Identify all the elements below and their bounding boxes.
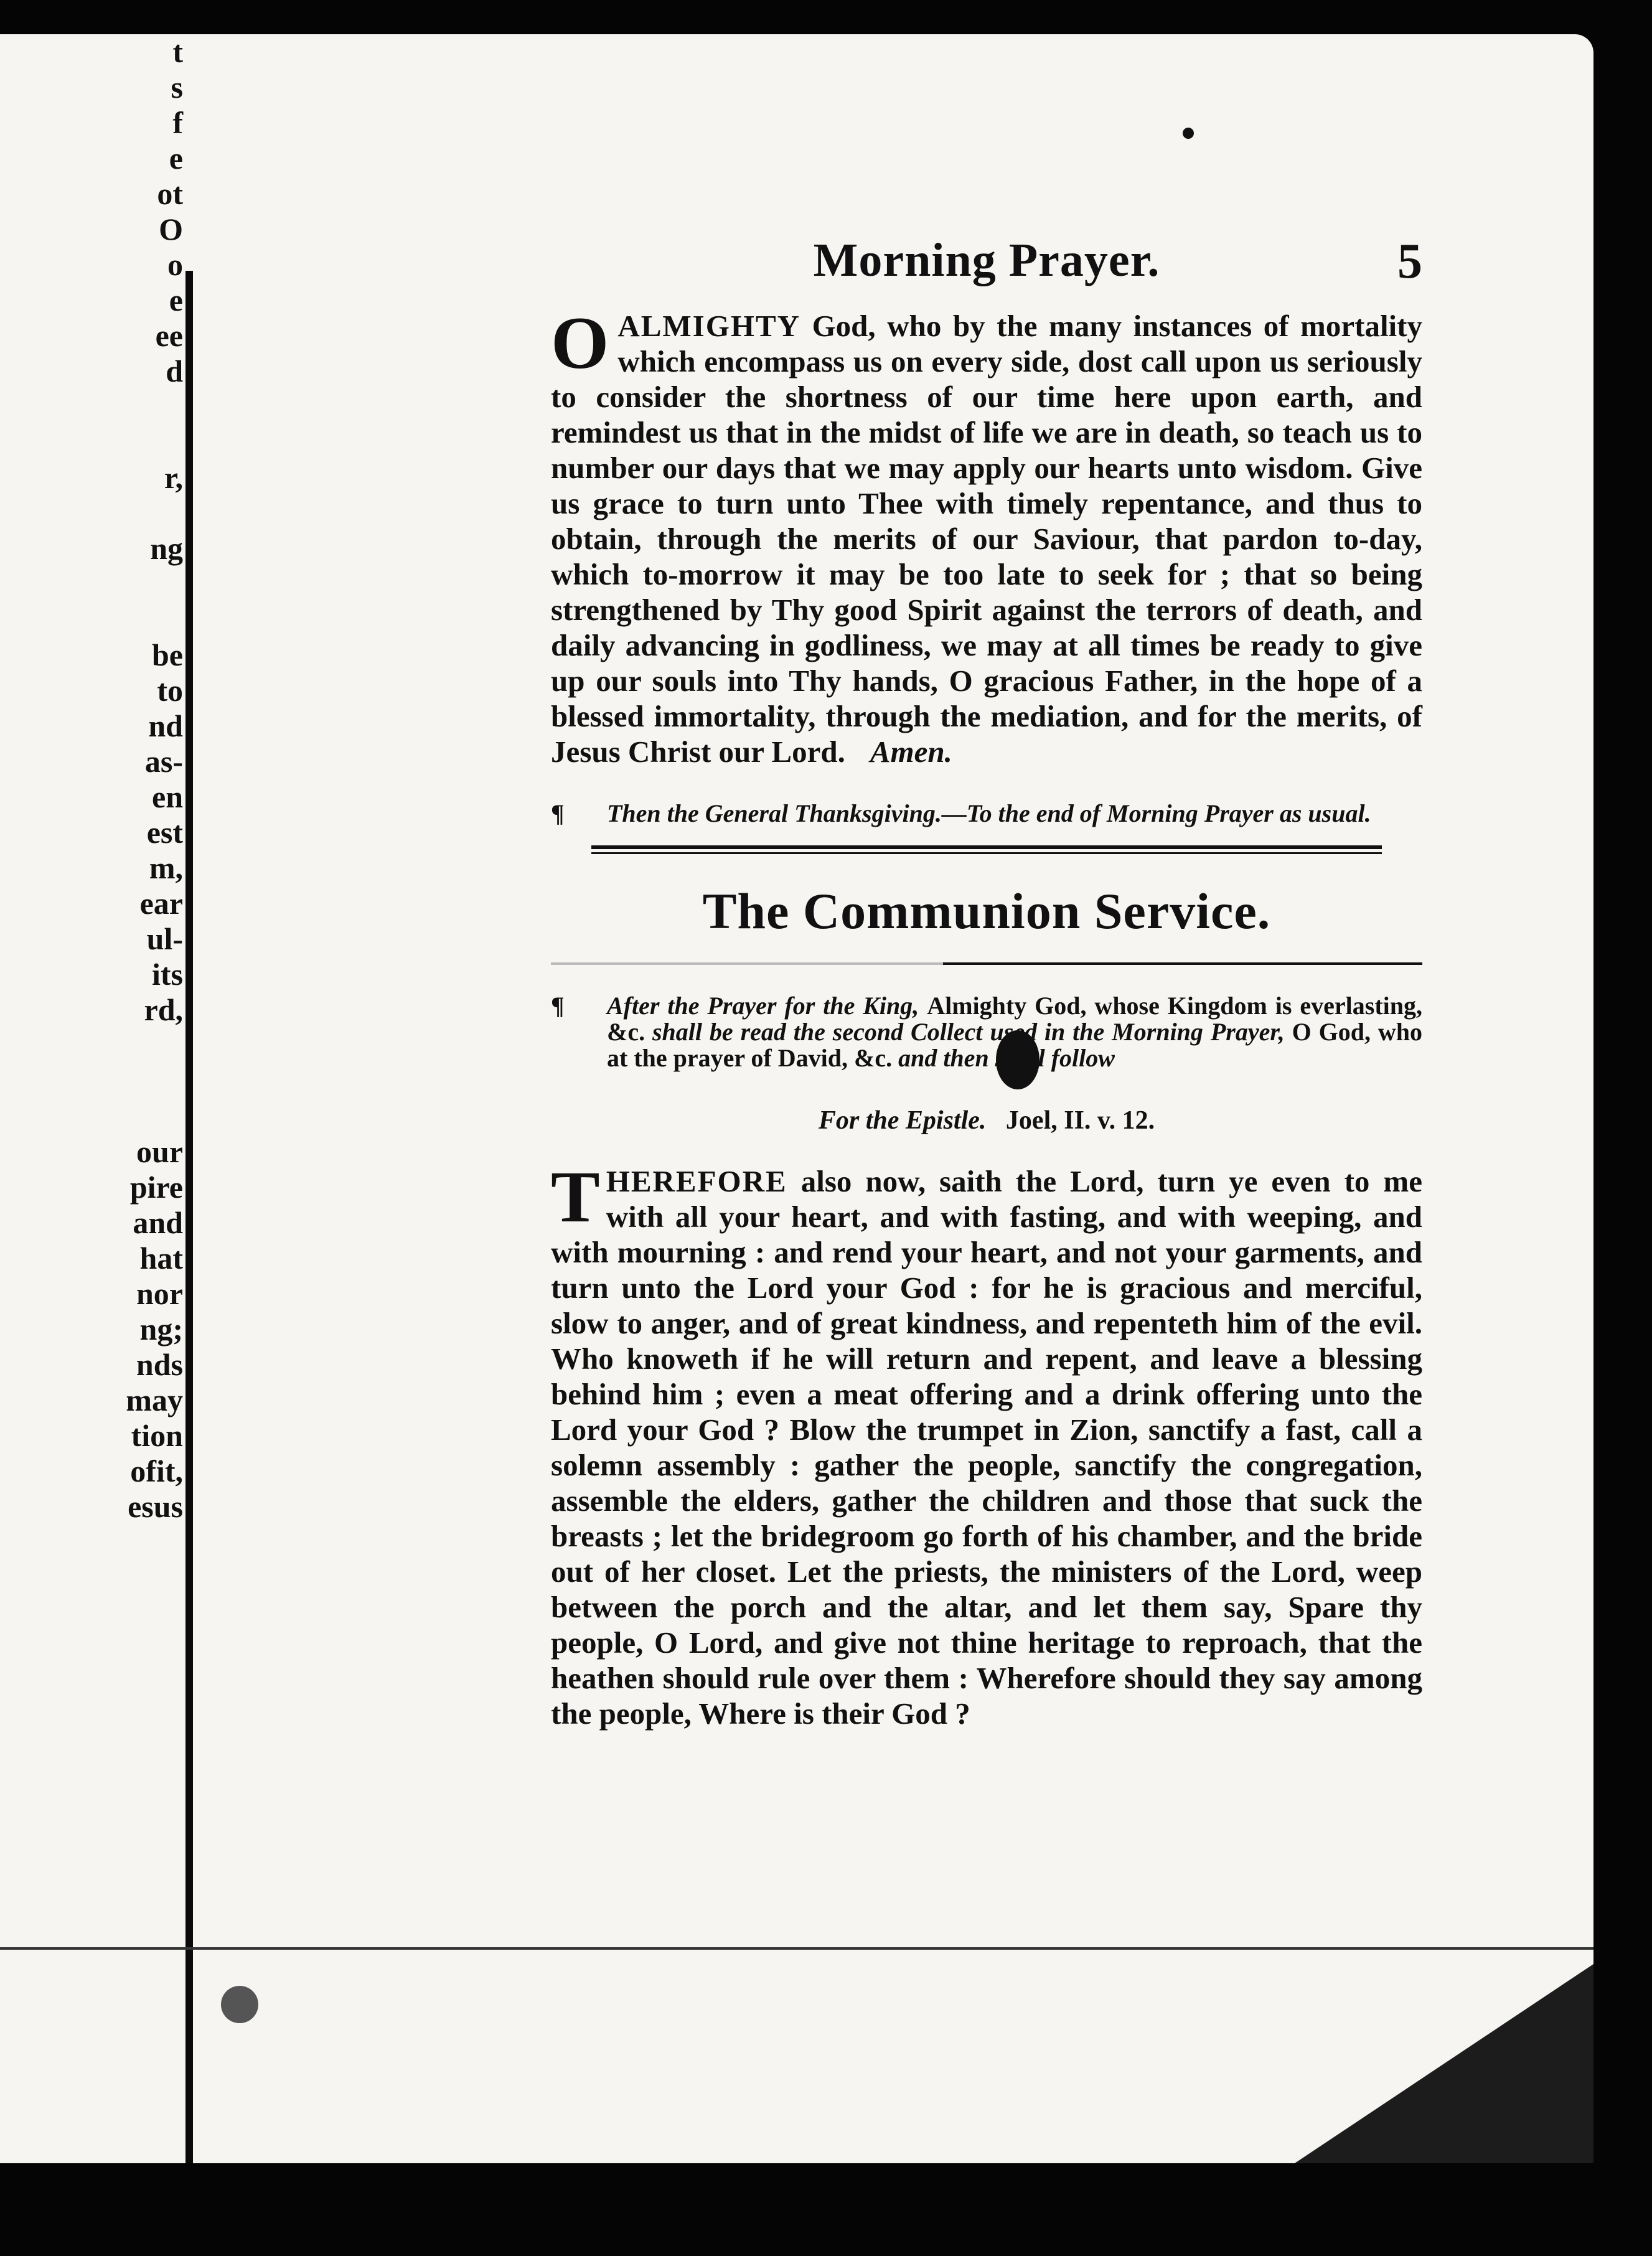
drop-cap: O [551,301,609,384]
epistle-heading [551,1106,1422,1135]
left-page-edge [0,34,187,2163]
left-fragment-line: e [169,283,183,317]
left-fragment-line: and [133,1205,183,1240]
rubric-text: Then the General Thanksgiving.—To the end of Morning Prayer as usual. [607,799,1371,827]
running-title: Morning Prayer. [813,234,1160,286]
left-fragment-line: nor [136,1276,183,1311]
left-fragment-line [126,389,183,425]
left-fragment-line: est [146,815,183,850]
left-fragment-line: s [171,70,183,105]
ornament-rule [551,962,1422,965]
left-fragment-line [126,1063,183,1099]
left-fragment-line: pire [129,1170,183,1205]
rubric-part3: shall be read the second Collect used in the Morning Prayer, [645,1018,1292,1046]
left-fragment-line [126,566,183,602]
bottom-rule [0,1947,1593,1950]
section-title: The Communion Service. [702,883,1271,939]
left-fragment-line: f [172,105,183,140]
left-fragment-line: t [172,34,183,69]
left-fragment-line: tion [131,1418,183,1453]
double-rule [591,845,1382,854]
left-fragment-line: hat [139,1241,183,1276]
rubric-part1: After the Prayer for the King, [607,992,927,1020]
rubric-part4: O God, who at the prayer of David, &c. [607,1018,1422,1072]
left-page-fragments [126,34,183,1525]
left-fragment-line: may [126,1383,183,1417]
left-fragment-line: ee [155,318,183,353]
left-fragment-line: our [136,1134,183,1169]
running-head [551,233,1422,308]
left-fragment-line: ofit, [130,1454,183,1488]
pilcrow-icon: ¶ [551,992,565,1020]
left-fragment-line: ear [139,886,183,921]
pilcrow-icon: ¶ [551,799,565,827]
paper-sheet [0,34,1593,2163]
left-fragment-line: to [157,673,183,708]
left-fragment-line: be [152,637,183,672]
collect-body: God, who by the many instances of mortality which encompass us on every side, dost call upon us seriously to consider the shortness of our time here upon earth, and remindest us that in the midst of life we are in death, so teach us to number our days that we may apply our hearts unto wisdom. Give us grace to turn unto Thee with timely repentance, and thus to obtain, through the merits of our Saviour, that pardon to-day, which to-morrow it may be too late to seek for ; that so being strengthened by Thy good Spirit against the terrors of death, and daily advancing in godliness, we may at all times be ready to give up our souls into Thy hands, O gracious Father, in the hope of a blessed immortality, through the mediation, and for the merits, of Jesus Christ our Lord. [551,309,1422,769]
rubric-collect [551,993,1422,1071]
left-fragment-line: d [166,354,183,388]
left-fragment-line: nd [148,708,183,743]
amen: Amen. [870,735,952,769]
left-fragment-line: rd, [144,992,183,1027]
page-number: 5 [1397,234,1422,289]
drop-cap: T [551,1156,600,1238]
ink-speck [1183,128,1194,139]
left-fragment-line: O [159,212,183,247]
rubric-part5: and then shall follow [892,1044,1115,1072]
left-fragment-line: m, [149,850,183,885]
epistle-reference: Joel, II. v. 12. [1005,1106,1155,1135]
collect-paragraph [551,301,1422,769]
left-fragment-line: en [152,779,183,814]
left-fragment-line: r, [164,460,183,495]
scripture-opening: HEREFORE [606,1164,787,1198]
left-fragment-line: its [152,957,183,992]
left-fragment-line: nds [136,1347,183,1382]
right-page [551,233,1422,1731]
left-fragment-line: o [167,247,183,282]
ink-speck [221,1986,258,2023]
torn-corner [1295,1964,1593,2163]
rubric-thanksgiving [551,801,1422,827]
left-fragment-line: ot [157,176,183,211]
binding-gutter [185,271,193,2163]
left-fragment-line: as- [144,744,183,779]
rubric-part2: Almighty God, whose Kingdom is everlasting, &c. [607,992,1422,1046]
left-fragment-line [126,425,183,460]
left-fragment-line: ng; [139,1312,183,1347]
left-fragment-line: e [169,141,183,176]
left-fragment-line [126,496,183,531]
collect-opening: ALMIGHTY [617,309,801,343]
left-fragment-line [126,1099,183,1134]
scripture-paragraph [551,1156,1422,1731]
left-fragment-line [126,602,183,637]
epistle-label: For the Epistle. [818,1106,987,1135]
left-fragment-line: ng [150,531,183,566]
scripture-body: also now, saith the Lord, turn ye even to me with all your heart, and with fasting, and with weeping, and with mourning : and rend your heart, and not your garments, and turn unto the Lord your God : for he is gracious and merciful, slow to anger, and of great kindness, and repenteth him of the evil. Who knoweth if he will return and repent, and leave a blessing behind him ; even a meat offering and a drink offering unto the Lord your God ? Blow the trumpet in Zion, sanctify a fast, call a solemn assembly : gather the people, sanctify the congregation, assemble the elders, gather the children and those that suck the breasts ; let the bridegroom go forth of his chamber, and the bride out of her closet. Let the priests, the ministers of the Lord, weep between the porch and the altar, and let them say, Spare thy people, O Lord, and give not thine heritage to reproach, that the heathen should rule over them : Wherefore should they say among the people, Where is their God ? [551,1164,1422,1731]
left-fragment-line [126,1028,183,1063]
left-fragment-line: esus [128,1489,183,1524]
left-fragment-line: ul- [146,921,183,956]
